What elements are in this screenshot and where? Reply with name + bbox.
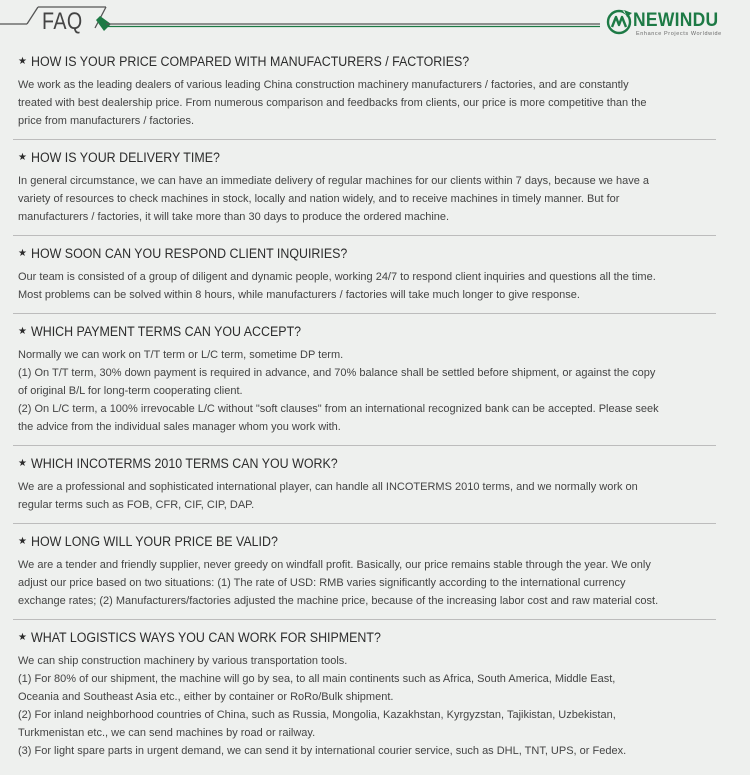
faq-divider <box>13 523 716 524</box>
faq-answer-line: We can ship construction machinery by various transportation tools. <box>18 655 348 667</box>
faq-answer <box>18 268 718 304</box>
faq-item <box>0 324 750 446</box>
faq-item <box>0 456 750 524</box>
faq-question-text: HOW LONG WILL YOUR PRICE BE VALID? <box>31 534 278 549</box>
star-icon: ★ <box>18 458 27 469</box>
faq-item <box>0 534 750 620</box>
faq-answer-line: adjust our price based on two situations: (1) The rate of USD: RMB varies significantly according to the international currency <box>18 577 626 589</box>
faq-answer <box>18 556 718 610</box>
faq-answer <box>18 652 718 760</box>
faq-answer <box>18 478 718 514</box>
page-header <box>0 0 750 42</box>
faq-question <box>18 534 750 552</box>
faq-answer-line: exchange rates; (2) Manufacturers/factories adjusted the machine price, because of the increasing labor cost and raw material cost. <box>18 595 659 607</box>
faq-item <box>0 54 750 140</box>
faq-divider <box>13 445 716 446</box>
faq-question <box>18 54 750 72</box>
faq-answer-line: (1) For 80% of our shipment, the machine will go by sea, to all main continents such as Africa, South America, Middle East, <box>18 673 616 685</box>
brand-tagline: Enhance Projects Worldwide <box>636 31 722 37</box>
faq-question-text: WHICH PAYMENT TERMS CAN YOU ACCEPT? <box>31 324 302 339</box>
faq-question <box>18 324 750 342</box>
faq-question <box>18 630 750 648</box>
faq-answer-line: price from manufacturers / factories. <box>18 115 195 127</box>
faq-answer-line: (1) On T/T term, 30% down payment is required in advance, and 70% balance shall be settled before shipment, or against the copy <box>18 367 656 379</box>
brand-logo[interactable] <box>606 9 746 39</box>
faq-question-text: HOW IS YOUR DELIVERY TIME? <box>31 150 220 165</box>
faq-answer-line: of original B/L for long-term cooperating client. <box>18 385 243 397</box>
faq-question <box>18 246 750 264</box>
faq-question-text: HOW SOON CAN YOU RESPOND CLIENT INQUIRIES? <box>31 246 348 261</box>
star-icon: ★ <box>18 248 27 259</box>
faq-answer-line: treated with best dealership price. From numerous comparison and feedbacks from clients, our price is more competitive than the <box>18 97 647 109</box>
faq-answer-line: In general circumstance, we can have an immediate delivery of regular machines for our clients within 7 days, because we have a <box>18 175 649 187</box>
star-icon: ★ <box>18 632 27 643</box>
faq-answer-line: We work as the leading dealers of various leading China construction machinery manufacturers / factories, and are constantly <box>18 79 629 91</box>
newindu-logo-icon <box>606 9 632 35</box>
faq-answer-line: Turkmenistan etc., we can send machines by road or railway. <box>18 727 316 739</box>
star-icon: ★ <box>18 536 27 547</box>
faq-divider <box>13 313 716 314</box>
faq-list <box>0 54 750 760</box>
brand-name: NEWINDU <box>633 10 719 31</box>
faq-answer-line: the advice from the individual sales manager whom you work with. <box>18 421 341 433</box>
page-title: FAQ <box>42 8 83 35</box>
faq-question-text: WHAT LOGISTICS WAYS YOU CAN WORK FOR SHIPMENT? <box>31 630 381 645</box>
faq-question <box>18 150 750 168</box>
faq-answer-line: We are a tender and friendly supplier, never greedy on windfall profit. Basically, our price remains stable through the year. We only <box>18 559 651 571</box>
faq-answer-line: Normally we can work on T/T term or L/C term, sometime DP term. <box>18 349 344 361</box>
faq-question <box>18 456 750 474</box>
faq-answer <box>18 172 718 226</box>
faq-answer-line: (2) For inland neighborhood countries of China, such as Russia, Mongolia, Kazakhstan, Kyrgyzstan, Tajikistan, Uzbekistan, <box>18 709 616 721</box>
faq-item <box>0 246 750 314</box>
faq-answer-line: regular terms such as FOB, CFR, CIF, CIP, DAP. <box>18 499 255 511</box>
faq-question-text: HOW IS YOUR PRICE COMPARED WITH MANUFACTURERS / FACTORIES? <box>31 54 470 69</box>
faq-divider <box>13 619 716 620</box>
star-icon: ★ <box>18 326 27 337</box>
faq-question-text: WHICH INCOTERMS 2010 TERMS CAN YOU WORK? <box>31 456 338 471</box>
faq-answer-line: manufacturers / factories, it will take more than 30 days to produce the ordered machine. <box>18 211 450 223</box>
faq-answer-line: Most problems can be solved within 8 hours, while manufacturers / factories will take much longer to give response. <box>18 289 580 301</box>
faq-answer <box>18 346 718 436</box>
faq-answer-line: We are a professional and sophisticated international player, can handle all INCOTERMS 2010 terms, and we normally work on <box>18 481 638 493</box>
faq-answer-line: Our team is consisted of a group of diligent and dynamic people, working 24/7 to respond client inquiries and questions all the time. <box>18 271 656 283</box>
star-icon: ★ <box>18 56 27 67</box>
faq-answer-line: (2) On L/C term, a 100% irrevocable L/C without "soft clauses" from an international recognized bank can be accepted. Please seek <box>18 403 659 415</box>
faq-divider <box>13 235 716 236</box>
faq-answer-line: Oceania and Southeast Asia etc., either by container or RoRo/Bulk shipment. <box>18 691 394 703</box>
faq-item <box>0 150 750 236</box>
faq-answer-line: (3) For light spare parts in urgent demand, we can send it by international courier service, such as DHL, TNT, UPS, or Fedex. <box>18 745 627 757</box>
faq-answer <box>18 76 718 130</box>
faq-item <box>0 630 750 760</box>
faq-answer-line: variety of resources to check machines in stock, locally and nation widely, and to receive machines in timely manner. But for <box>18 193 620 205</box>
faq-divider <box>13 139 716 140</box>
star-icon: ★ <box>18 152 27 163</box>
